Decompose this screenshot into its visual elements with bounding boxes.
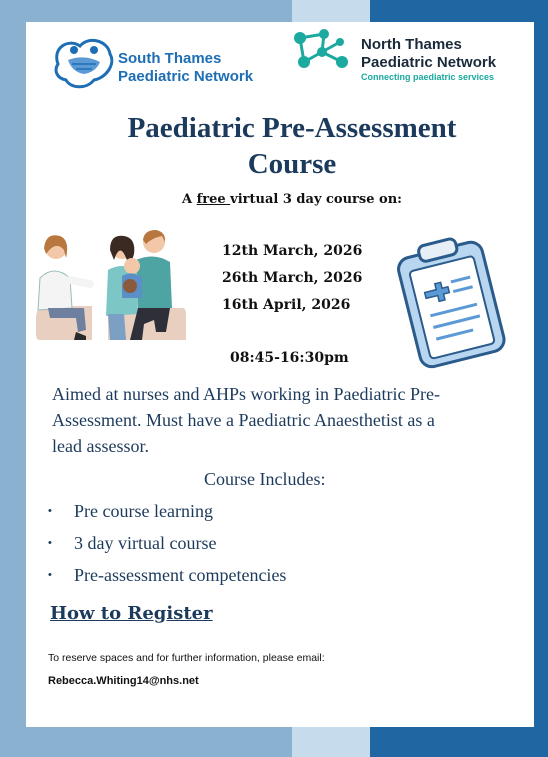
north-logo-line2: Paediatric Network — [361, 54, 497, 71]
course-time: 08:45-16:30pm — [230, 350, 349, 366]
bullet-icon: • — [48, 505, 52, 517]
page-title-line2: Course — [247, 148, 337, 180]
south-logo-line2: Paediatric Network — [118, 68, 254, 85]
south-thames-logo-text — [118, 50, 253, 86]
includes-item-1: Pre course learning — [74, 501, 213, 521]
page-title-line1: Paediatric Pre-Assessment — [127, 112, 457, 144]
course-intro — [70, 192, 514, 207]
north-logo-line1: North Thames — [361, 36, 462, 53]
bullet-icon: • — [48, 537, 52, 549]
date-2: 26th March, 2026 — [222, 270, 363, 286]
intro-suffix: virtual 3 day course on: — [230, 192, 402, 207]
includes-item-2: 3 day virtual course — [74, 533, 217, 553]
audience-line3: lead assessor. — [52, 436, 149, 456]
register-instruction: To reserve spaces and for further information, please email: — [48, 652, 325, 664]
intro-prefix: A — [182, 192, 197, 207]
register-heading: How to Register — [50, 603, 213, 624]
includes-heading: Course Includes: — [204, 469, 326, 489]
bullet-icon: • — [48, 569, 52, 581]
north-thames-logo-text — [361, 36, 496, 72]
north-logo-tagline: Connecting paediatric services — [361, 72, 495, 82]
includes-item-3: Pre-assessment competencies — [74, 565, 287, 585]
audience-line2: Assessment. Must have a Paediatric Anaesthetist as a — [52, 410, 435, 430]
south-logo-line1: South Thames — [118, 50, 222, 67]
contact-email-link[interactable]: Rebecca.Whiting14@nhs.net — [48, 675, 199, 687]
clipboard-icon — [388, 236, 518, 370]
south-thames-logo-icon — [50, 34, 118, 92]
north-thames-logo-icon — [286, 28, 356, 74]
date-3: 16th April, 2026 — [222, 297, 351, 313]
audience-paragraph — [52, 381, 522, 459]
intro-free: free — [196, 192, 231, 207]
family-illustration — [34, 228, 190, 346]
audience-line1: Aimed at nurses and AHPs working in Paediatric Pre- — [52, 384, 440, 404]
date-1: 12th March, 2026 — [222, 243, 363, 259]
